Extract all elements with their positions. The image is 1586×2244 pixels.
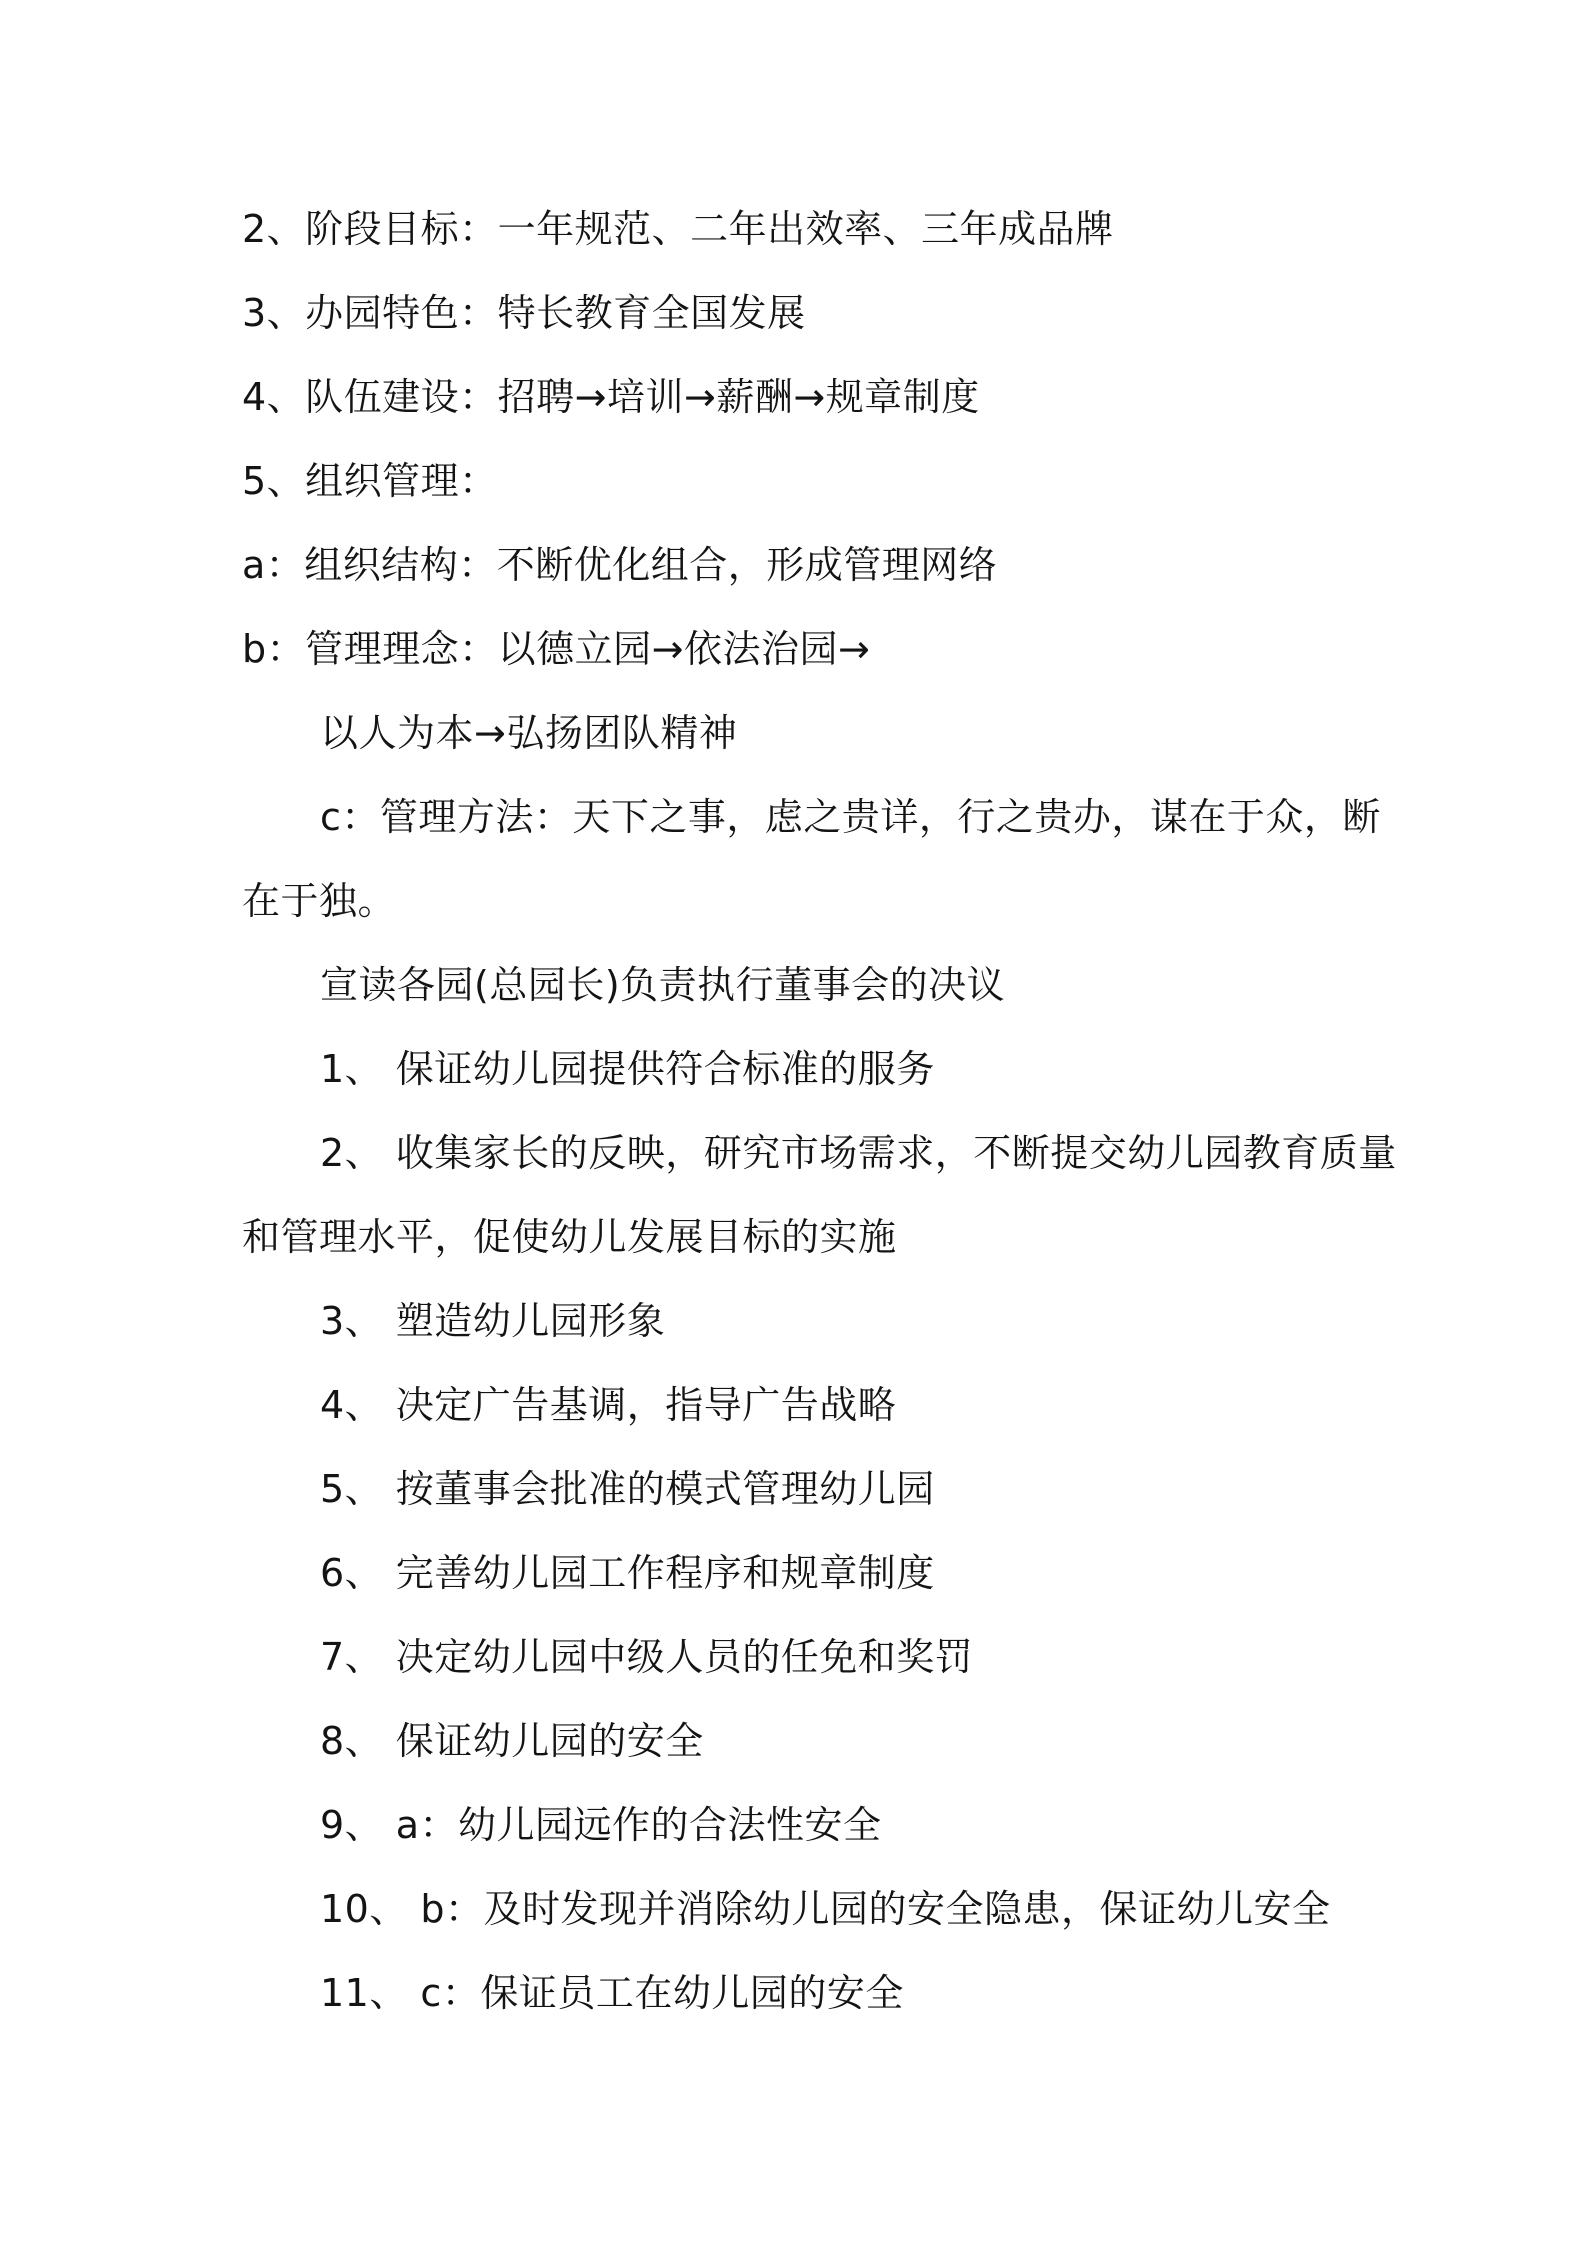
text-line: 2、 收集家长的反映，研究市场需求，不断提交幼儿园教育质量 — [320, 1131, 1397, 1175]
text-line: 10、 b：及时发现并消除幼儿园的安全隐患，保证幼儿安全 — [320, 1887, 1331, 1931]
text-line: 4、队伍建设：招聘→培训→薪酬→规章制度 — [242, 375, 980, 419]
text-line: 在于独。 — [242, 879, 397, 923]
text-line: 3、办园特色：特长教育全国发展 — [242, 291, 806, 335]
text-line: 4、 决定广告基调，指导广告战略 — [320, 1383, 897, 1427]
text-line: c：管理方法：天下之事，虑之贵详，行之贵办，谋在于众，断 — [320, 795, 1381, 839]
text-line: 11、 c：保证员工在幼儿园的安全 — [320, 1971, 904, 2015]
text-line: 2、阶段目标：一年规范、二年出效率、三年成品牌 — [242, 207, 1114, 251]
text-line: 3、 塑造幼儿园形象 — [320, 1299, 666, 1343]
text-line: 和管理水平，促使幼儿发展目标的实施 — [242, 1215, 897, 1259]
text-line: 9、 a：幼儿园远作的合法性安全 — [320, 1803, 882, 1847]
text-line: a：组织结构：不断优化组合，形成管理网络 — [242, 543, 998, 587]
text-line: 7、 决定幼儿园中级人员的任免和奖罚 — [320, 1635, 974, 1679]
text-line: 5、组织管理： — [242, 459, 498, 503]
text-line: 6、 完善幼儿园工作程序和规章制度 — [320, 1551, 935, 1595]
text-line: 1、 保证幼儿园提供符合标准的服务 — [320, 1047, 935, 1091]
text-line: 5、 按董事会批准的模式管理幼儿园 — [320, 1467, 935, 1511]
text-line: 宣读各园(总园长)负责执行董事会的决议 — [320, 963, 1006, 1007]
text-line: 8、 保证幼儿园的安全 — [320, 1719, 704, 1763]
text-line: b：管理理念：以德立园→依法治园→ — [242, 627, 871, 671]
text-line: 以人为本→弘扬团队精神 — [320, 711, 738, 755]
